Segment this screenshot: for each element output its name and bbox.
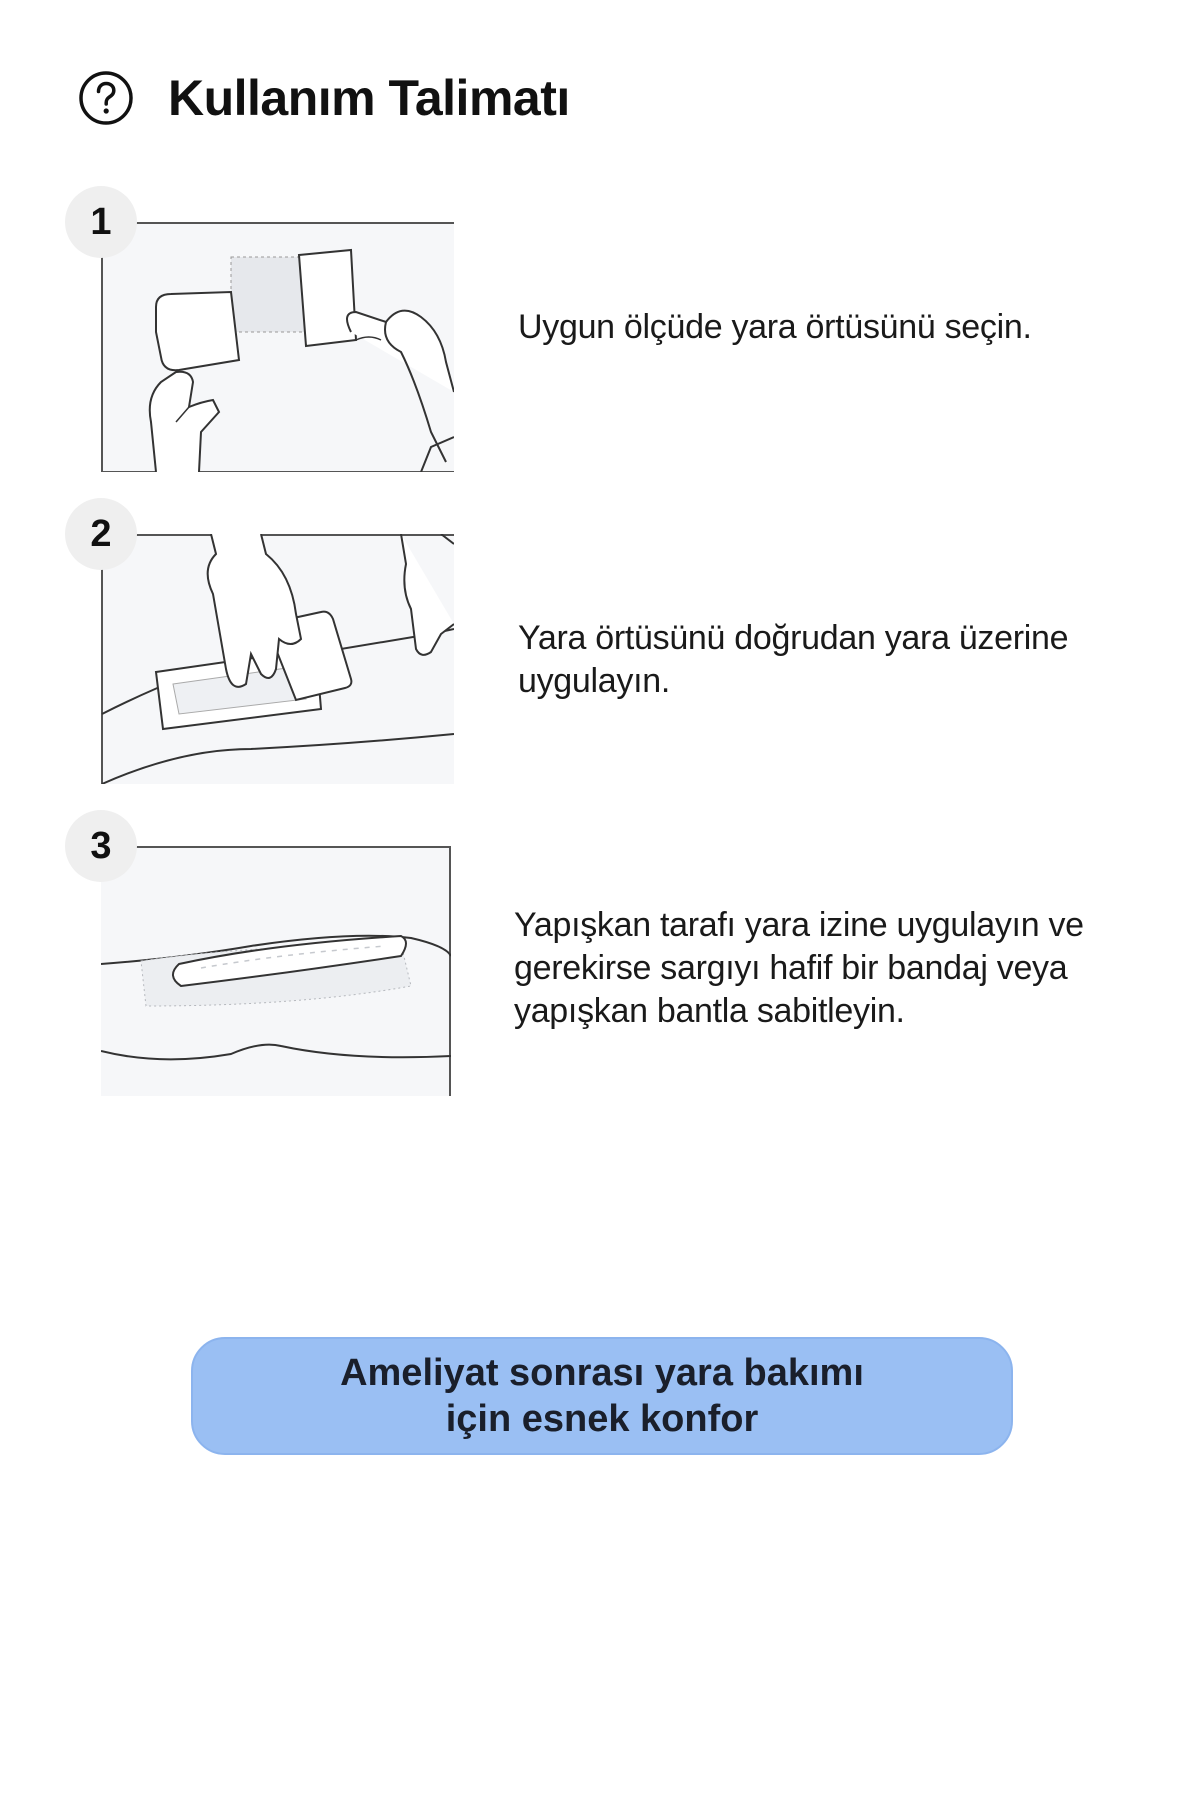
step-1-illustration <box>101 222 454 472</box>
step-3-number: 3 <box>65 810 137 882</box>
step-3-illustration <box>101 846 451 1096</box>
page-title: Kullanım Talimatı <box>168 70 570 126</box>
step-1-number: 1 <box>65 186 137 258</box>
page-header <box>78 62 570 134</box>
help-circle-icon <box>78 70 134 126</box>
step-2-text: Yara örtüsünü doğrudan yara üzerine uygulayın. <box>518 619 1069 700</box>
step-3-text: Yapışkan tarafı yara izine uygulayın ve gerekirse sargıyı hafif bir bandaj veya yapışkan bantla sabitleyin. <box>514 906 1084 1030</box>
hands-applying-dressing-illustration <box>101 534 454 784</box>
dressing-on-scar-illustration <box>101 846 451 1096</box>
hands-holding-dressing-illustration <box>101 222 454 472</box>
cta-banner-button[interactable]: Ameliyat sonrası yara bakımı için esnek konfor <box>191 1337 1013 1455</box>
step-2-number: 2 <box>65 498 137 570</box>
step-1-text: Uygun ölçüde yara örtüsünü seçin. <box>518 308 1032 346</box>
step-2-illustration <box>101 534 454 784</box>
